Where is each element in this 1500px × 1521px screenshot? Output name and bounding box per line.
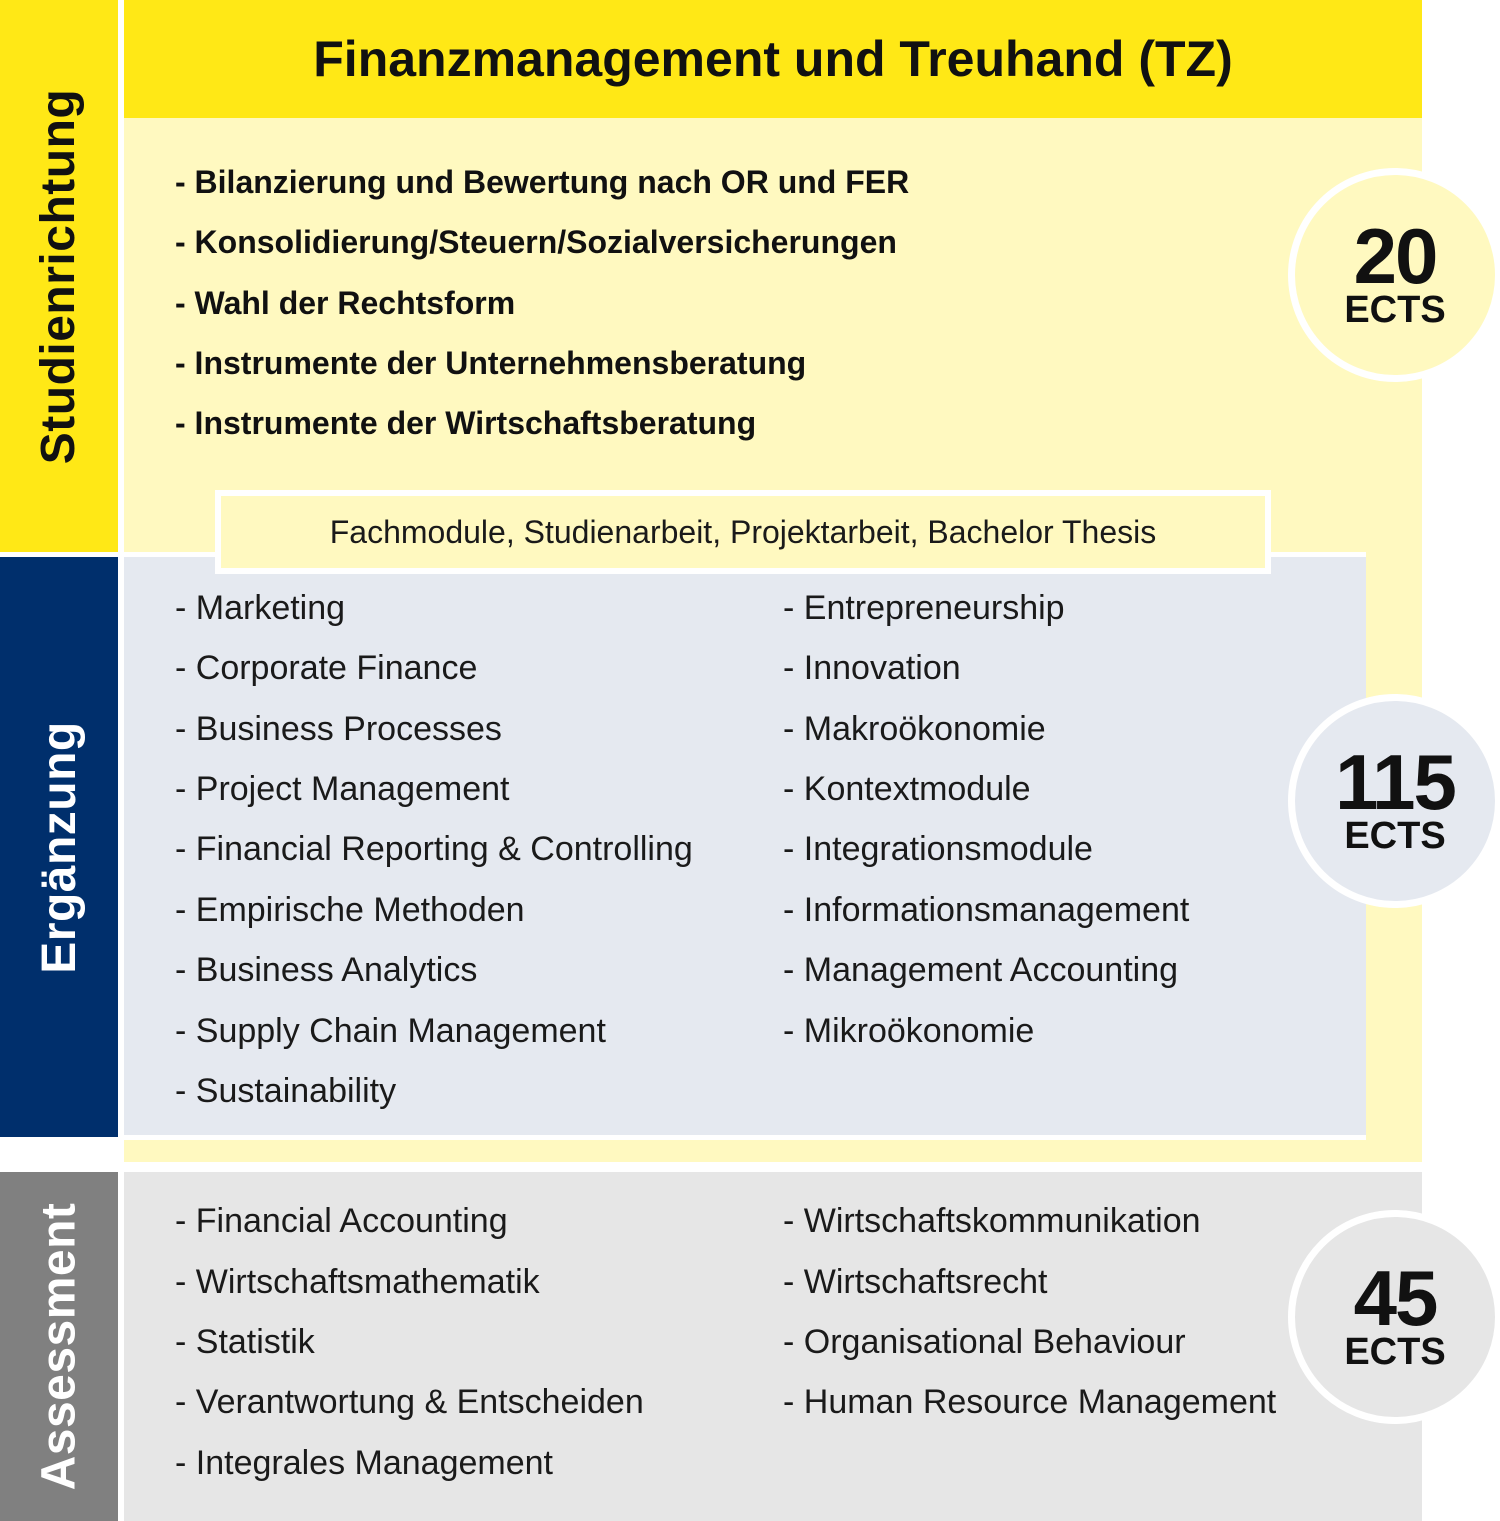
section-label-studienrichtung	[0, 0, 118, 552]
ects-value: 115	[1335, 737, 1455, 826]
list-item: - Wirtschaftskommunikation	[783, 1202, 1201, 1240]
ects-badge-studienrichtung	[1288, 168, 1500, 382]
list-item: - Organisational Behaviour	[783, 1323, 1186, 1361]
ects-unit: ECTS	[1344, 1331, 1446, 1374]
list-item: - Innovation	[783, 649, 961, 687]
list-item: - Wirtschaftsrecht	[783, 1263, 1048, 1301]
fachmodule-label: Fachmodule, Studienarbeit, Projektarbeit, Bachelor Thesis	[221, 496, 1265, 568]
list-item: - Informationsmanagement	[783, 891, 1190, 929]
list-item: - Supply Chain Management	[175, 1012, 606, 1050]
page-title: Finanzmanagement und Treuhand (TZ)	[313, 31, 1233, 87]
assessment-label: Assessment	[32, 1202, 86, 1491]
section-label-assessment	[0, 1172, 118, 1521]
list-item: - Makroökonomie	[783, 710, 1046, 748]
list-item: - Business Analytics	[175, 951, 478, 989]
list-item: - Integrationsmodule	[783, 830, 1093, 868]
list-item: - Management Accounting	[783, 951, 1179, 989]
topic-item: - Konsolidierung/Steuern/Sozialversicherungen	[175, 224, 897, 260]
ects-unit: ECTS	[1344, 815, 1446, 858]
ects-value: 20	[1353, 211, 1437, 300]
section-label-ergaenzung	[0, 557, 118, 1137]
ects-badge-assessment	[1288, 1210, 1500, 1424]
list-item: - Human Resource Management	[783, 1383, 1277, 1421]
ergaenzung-label: Ergänzung	[32, 720, 86, 974]
topic-item: - Instrumente der Wirtschaftsberatung	[175, 405, 757, 441]
ects-badge-ergaenzung	[1288, 694, 1500, 908]
title-bar	[124, 0, 1422, 118]
ects-value: 45	[1353, 1253, 1437, 1342]
list-item: - Financial Reporting & Controlling	[175, 830, 693, 868]
ects-unit: ECTS	[1344, 289, 1446, 332]
list-item: - Wirtschaftsmathematik	[175, 1263, 540, 1301]
list-item: - Project Management	[175, 770, 510, 808]
list-item: - Kontextmodule	[783, 770, 1031, 808]
list-item: - Business Processes	[175, 710, 502, 748]
list-item: - Statistik	[175, 1323, 315, 1361]
list-item: - Verantwortung & Entscheiden	[175, 1383, 644, 1421]
topic-item: - Bilanzierung und Bewertung nach OR und FER	[175, 164, 910, 200]
studienrichtung-label: Studienrichtung	[32, 88, 86, 464]
list-item: - Entrepreneurship	[783, 589, 1065, 627]
topic-item: - Instrumente der Unternehmensberatung	[175, 345, 807, 381]
list-item: - Mikroökonomie	[783, 1012, 1035, 1050]
fachmodule-box	[215, 490, 1271, 574]
list-item: - Financial Accounting	[175, 1202, 508, 1240]
topic-item: - Wahl der Rechtsform	[175, 285, 516, 321]
list-item: - Corporate Finance	[175, 649, 478, 687]
list-item: - Empirische Methoden	[175, 891, 525, 929]
list-item: - Integrales Management	[175, 1444, 553, 1482]
list-item: - Marketing	[175, 589, 346, 627]
list-item: - Sustainability	[175, 1072, 397, 1110]
